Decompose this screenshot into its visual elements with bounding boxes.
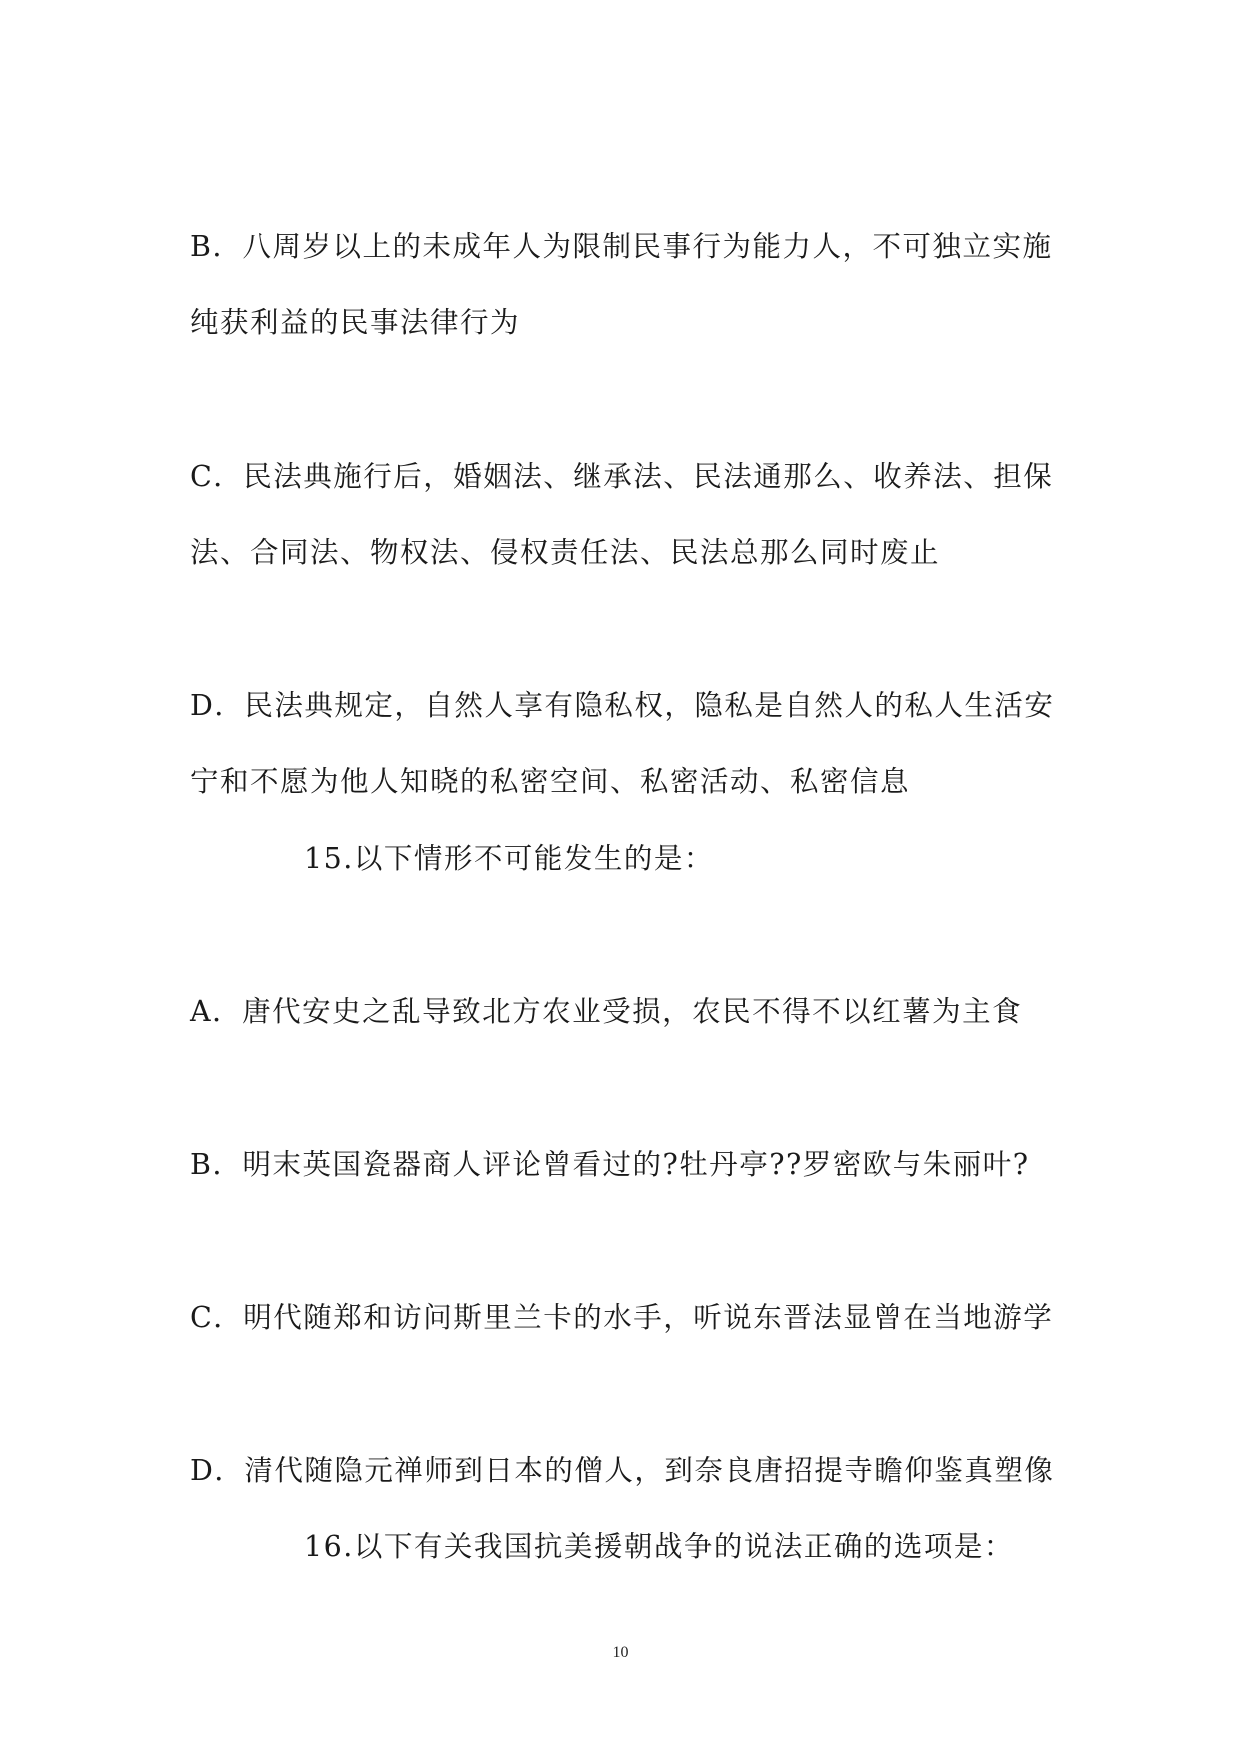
q15-option-a: A．唐代安史之乱导致北方农业受损，农民不得不以红薯为主食 [190, 995, 1023, 1028]
q14-option-c-line-1: C．民法典施行后，婚姻法、继承法、民法通那么、收养法、担保 [190, 460, 1054, 493]
q14-option-d-line-2: 宁和不愿为他人知晓的私密空间、私密活动、私密信息 [190, 765, 911, 798]
q14-option-b-line-2: 纯获利益的民事法律行为 [190, 306, 521, 339]
q14-option-c-line-2: 法、合同法、物权法、侵权责任法、民法总那么同时废止 [190, 536, 941, 569]
q14-option-b-line-1: B．八周岁以上的未成年人为限制民事行为能力人，不可独立实施 [190, 230, 1053, 263]
q15-option-c: C．明代随郑和访问斯里兰卡的水手，听说东晋法显曾在当地游学 [190, 1301, 1054, 1334]
q15-option-d: D．清代随隐元禅师到日本的僧人，到奈良唐招提寺瞻仰鉴真塑像 [190, 1454, 1055, 1487]
question-16-heading: 16.以下有关我国抗美援朝战争的说法正确的选项是： [304, 1530, 1014, 1563]
question-15-heading: 15.以下情形不可能发生的是： [304, 842, 714, 875]
q14-option-d-line-1: D．民法典规定，自然人享有隐私权，隐私是自然人的私人生活安 [190, 689, 1055, 722]
q15-option-b: B．明末英国瓷器商人评论曾看过的?牡丹亭??罗密欧与朱丽叶? [190, 1148, 1030, 1181]
page-number: 10 [612, 1644, 629, 1661]
